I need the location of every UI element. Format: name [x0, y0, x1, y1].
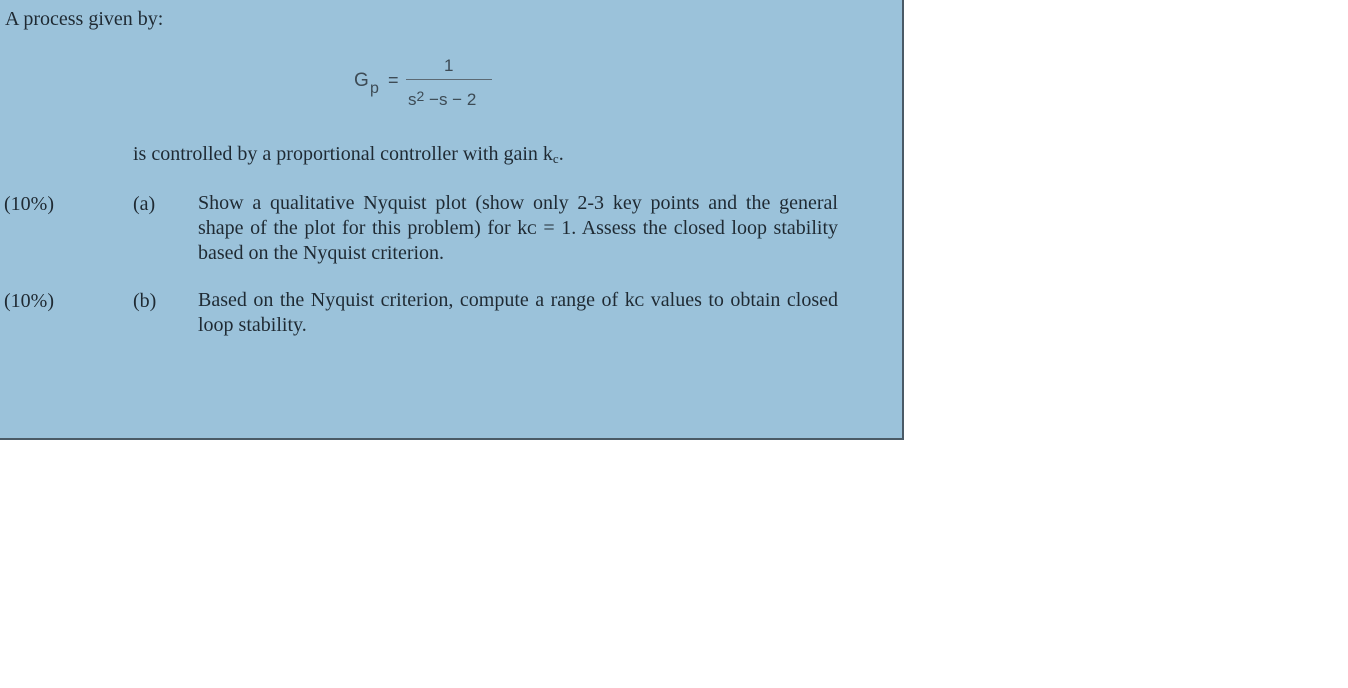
part-a-label: (a): [133, 193, 156, 215]
denominator-exponent: 2: [416, 88, 425, 104]
part-b-text: Based on the Nyquist criterion, compute a range of kᴄ values to obtain closed loop stability.: [198, 289, 838, 336]
controller-text: is controlled by a proportional controller with gain k: [133, 143, 553, 165]
controller-description: [133, 143, 564, 166]
formula-equals: =: [388, 70, 399, 90]
formula-denominator: [408, 90, 476, 110]
intro-text: A process given by:: [5, 8, 164, 30]
part-a-text: Show a qualitative Nyquist plot (show only 2-3 key points and the general shape of the plot for this problem) for kᴄ = 1. Assess the closed loop stability based on the Nyquist criterion.: [198, 192, 838, 264]
part-b-label: (b): [133, 290, 157, 312]
denominator-base: s: [408, 90, 417, 109]
part-a-weight: (10%): [4, 193, 54, 215]
formula-lhs-subscript: p: [370, 80, 379, 97]
controller-gain-subscript: c: [552, 151, 559, 166]
formula-numerator: 1: [444, 56, 454, 75]
controller-text-end: .: [558, 143, 564, 165]
part-b-weight: (10%): [4, 290, 54, 312]
formula-lhs: G: [354, 70, 369, 91]
transfer-function-formula: [350, 52, 510, 114]
fraction-bar: [406, 79, 492, 80]
question-panel: [0, 0, 904, 440]
denominator-rest: −s − 2: [424, 90, 477, 109]
